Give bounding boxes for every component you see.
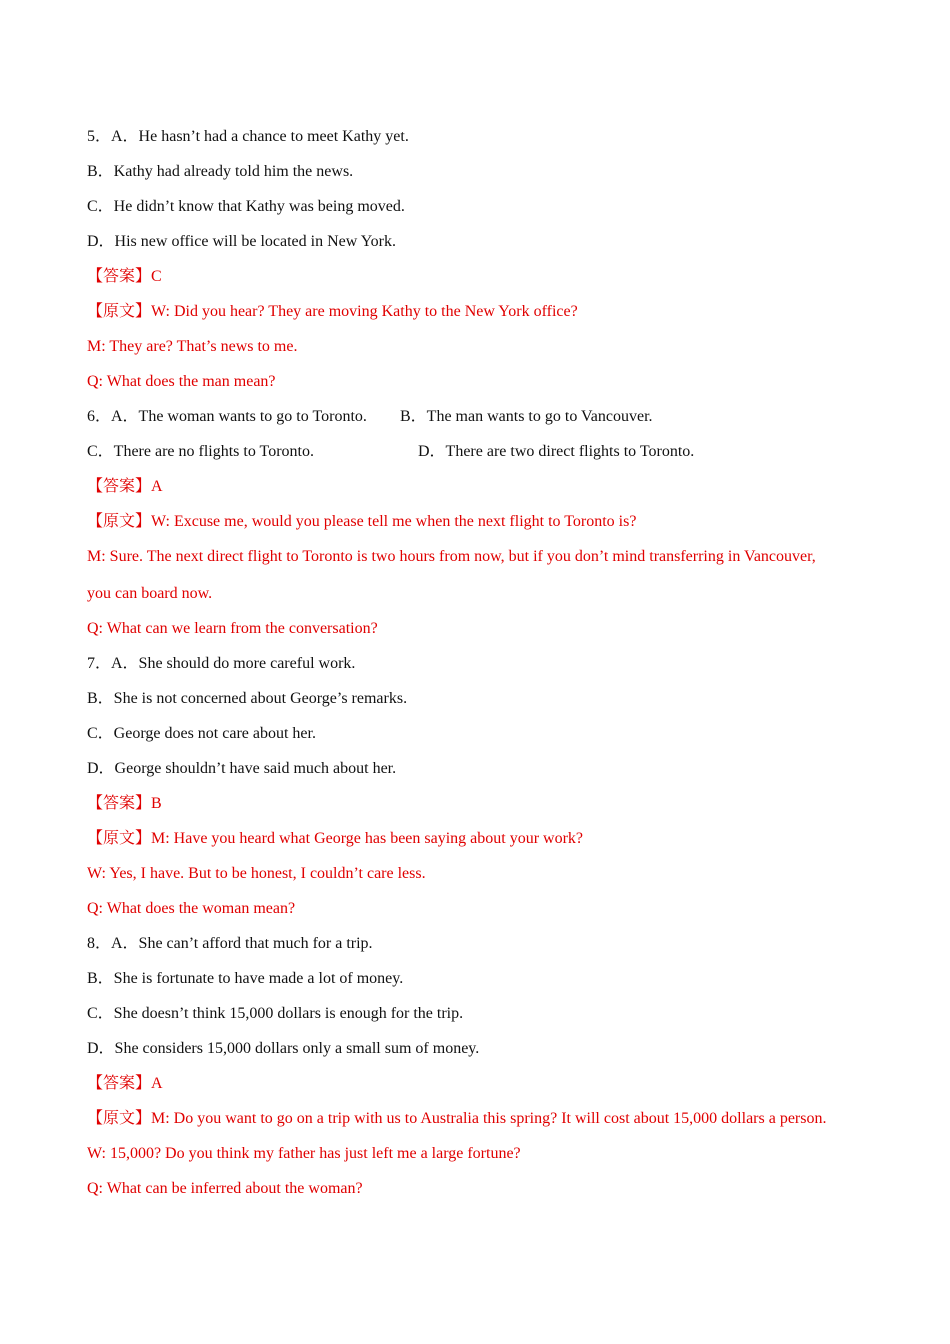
q8-option-b: B．She is fortunate to have made a lot of money. [87,970,404,987]
q7-option-a: 7．A．She should do more careful work. [87,655,356,672]
q5-option-d: D．His new office will be located in New York. [87,233,396,250]
q5-answer: 【答案】C [87,268,162,285]
q8-option-c: C．She doesn’t think 15,000 dollars is enough for the trip. [87,1005,464,1022]
q6-transcript-line-2: M: Sure. The next direct flight to Toronto is two hours from now, but if you don’t mind transferring in Vancouver, [87,548,816,565]
q8-answer: 【答案】A [87,1075,163,1092]
q7-answer: 【答案】B [87,795,162,812]
q5-option-c: C．He didn’t know that Kathy was being moved. [87,198,405,215]
q6-transcript-question: Q: What can we learn from the conversation? [87,620,378,637]
q8-transcript-line-1: 【原文】M: Do you want to go on a trip with us to Australia this spring? It will cost about 15,000 dollars a person. [87,1110,827,1127]
q7-transcript-line-2: W: Yes, I have. But to be honest, I couldn’t care less. [87,865,426,882]
q6-option-c: C．There are no flights to Toronto. [87,443,314,460]
q7-option-c: C．George does not care about her. [87,725,316,742]
q8-option-d: D．She considers 15,000 dollars only a small sum of money. [87,1040,480,1057]
q6-option-b: B．The man wants to go to Vancouver. [400,408,653,425]
q5-option-b: B．Kathy had already told him the news. [87,163,354,180]
q7-transcript-line-1: 【原文】M: Have you heard what George has been saying about your work? [87,830,584,847]
q8-option-a: 8．A．She can’t afford that much for a trip. [87,935,373,952]
q6-answer: 【答案】A [87,478,163,495]
q7-option-b: B．She is not concerned about George’s remarks. [87,690,408,707]
q6-option-d: D．There are two direct flights to Toronto. [418,443,695,460]
q7-option-d: D．George shouldn’t have said much about her. [87,760,397,777]
q6-transcript-line-2-cont: you can board now. [87,585,213,602]
q7-transcript-question: Q: What does the woman mean? [87,900,296,917]
q5-option-a: 5．A．He hasn’t had a chance to meet Kathy yet. [87,128,409,145]
q8-transcript-question: Q: What can be inferred about the woman? [87,1180,363,1197]
q6-option-a: 6．A．The woman wants to go to Toronto. [87,408,367,425]
q6-transcript-line-1: 【原文】W: Excuse me, would you please tell me when the next flight to Toronto is? [87,513,637,530]
q5-transcript-question: Q: What does the man mean? [87,373,276,390]
q8-transcript-line-2: W: 15,000? Do you think my father has just left me a large fortune? [87,1145,521,1162]
q5-transcript-line-2: M: They are? That’s news to me. [87,338,298,355]
q5-transcript-line-1: 【原文】W: Did you hear? They are moving Kathy to the New York office? [87,303,578,320]
